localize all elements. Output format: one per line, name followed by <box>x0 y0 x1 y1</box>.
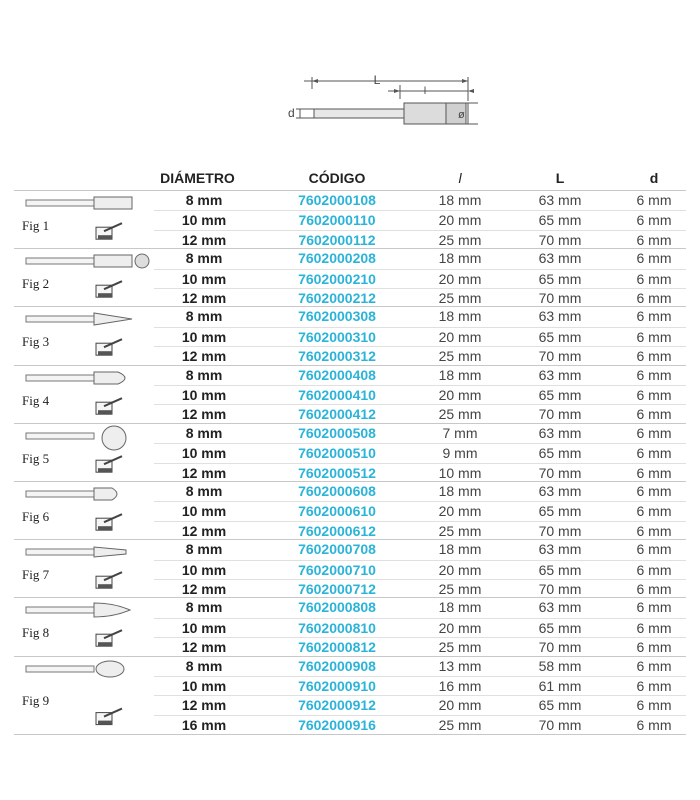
l-cell: 25 mm <box>438 716 482 733</box>
header-d: d <box>649 170 659 186</box>
d-cell: 6 mm <box>636 561 672 578</box>
code-cell: 7602000708 <box>298 541 376 558</box>
code-cell: 7602000412 <box>298 406 376 423</box>
product-group-2 <box>14 248 686 307</box>
table-row <box>154 249 686 268</box>
L-cell: 70 mm <box>538 522 582 539</box>
l-cell: 18 mm <box>438 308 482 325</box>
table-row <box>154 463 686 483</box>
diameter-cell: 10 mm <box>181 328 227 345</box>
table-row <box>154 618 686 638</box>
fig-label: Fig 6 <box>22 509 50 525</box>
l-cell: 16 mm <box>438 677 482 694</box>
code-cell: 7602000916 <box>298 716 376 733</box>
product-group-1 <box>14 190 686 249</box>
table-row <box>154 501 686 521</box>
d-cell: 6 mm <box>636 541 672 558</box>
table-row <box>154 210 686 230</box>
code-cell: 7602000512 <box>298 464 376 481</box>
fig-label: Fig 2 <box>22 276 50 292</box>
d-cell: 6 mm <box>636 716 672 733</box>
d-cell: 6 mm <box>636 386 672 403</box>
code-cell: 7602000610 <box>298 503 376 520</box>
l-cell: 18 mm <box>438 541 482 558</box>
product-group-4 <box>14 365 686 424</box>
code-cell: 7602000310 <box>298 328 376 345</box>
table-row <box>154 443 686 463</box>
diameter-cell: 8 mm <box>185 657 223 674</box>
diameter-cell: 8 mm <box>185 483 223 499</box>
diagram-label-d: d <box>288 106 295 120</box>
fig-label: Fig 5 <box>22 450 50 466</box>
fig-label: Fig 8 <box>22 625 50 641</box>
d-cell: 6 mm <box>636 348 672 365</box>
table-row <box>154 540 686 559</box>
d-cell: 6 mm <box>636 424 672 441</box>
code-cell: 7602000508 <box>298 424 376 441</box>
diameter-cell: 12 mm <box>181 522 227 539</box>
header-code: CÓDIGO <box>308 170 366 186</box>
diameter-cell: 12 mm <box>181 348 227 365</box>
L-cell: 65 mm <box>538 386 582 403</box>
l-cell: 25 mm <box>438 522 482 539</box>
header-diameter: DIÁMETRO <box>160 170 235 186</box>
table-row <box>154 230 686 250</box>
diameter-cell: 12 mm <box>181 580 227 597</box>
diameter-cell: 10 mm <box>181 561 227 578</box>
table-row <box>154 695 686 715</box>
L-cell: 63 mm <box>538 483 582 499</box>
code-cell: 7602000408 <box>298 366 376 383</box>
l-cell: 20 mm <box>438 697 482 714</box>
d-cell: 6 mm <box>636 464 672 481</box>
L-cell: 70 mm <box>538 348 582 365</box>
L-cell: 65 mm <box>538 328 582 345</box>
code-cell: 7602000510 <box>298 445 376 462</box>
l-cell: 25 mm <box>438 231 482 248</box>
code-cell: 7602000908 <box>298 657 376 674</box>
d-cell: 6 mm <box>636 677 672 694</box>
diameter-cell: 10 mm <box>181 270 227 287</box>
product-group-9 <box>14 656 686 736</box>
diameter-cell: 8 mm <box>185 366 223 383</box>
d-cell: 6 mm <box>636 445 672 462</box>
table-row <box>154 482 686 501</box>
diameter-cell: 12 mm <box>181 639 227 656</box>
diameter-cell: 10 mm <box>181 677 227 694</box>
table-row <box>154 579 686 599</box>
L-cell: 65 mm <box>538 212 582 229</box>
product-group-8 <box>14 597 686 656</box>
l-cell: 7 mm <box>442 424 478 441</box>
product-group-7 <box>14 539 686 598</box>
table-row <box>154 598 686 617</box>
l-cell: 20 mm <box>438 503 482 520</box>
fig-label: Fig 3 <box>22 334 50 350</box>
code-cell: 7602000710 <box>298 561 376 578</box>
dimension-diagram <box>270 65 480 135</box>
product-group-3 <box>14 306 686 365</box>
diameter-cell: 12 mm <box>181 697 227 714</box>
l-cell: 18 mm <box>438 250 482 267</box>
diagram-label-l: l <box>423 86 427 97</box>
L-cell: 65 mm <box>538 619 582 636</box>
code-cell: 7602000208 <box>298 250 376 267</box>
diameter-cell: 8 mm <box>185 599 223 616</box>
d-cell: 6 mm <box>636 212 672 229</box>
d-cell: 6 mm <box>636 406 672 423</box>
d-cell: 6 mm <box>636 270 672 287</box>
l-cell: 20 mm <box>438 619 482 636</box>
code-cell: 7602000308 <box>298 308 376 325</box>
l-cell: 18 mm <box>438 599 482 616</box>
table-row <box>154 327 686 347</box>
diameter-cell: 10 mm <box>181 212 227 229</box>
code-cell: 7602000810 <box>298 619 376 636</box>
code-cell: 7602000212 <box>298 289 376 306</box>
table-row <box>154 521 686 541</box>
L-cell: 70 mm <box>538 716 582 733</box>
code-cell: 7602000108 <box>298 192 376 208</box>
l-cell: 10 mm <box>438 464 482 481</box>
L-cell: 65 mm <box>538 270 582 287</box>
d-cell: 6 mm <box>636 192 672 208</box>
code-cell: 7602000210 <box>298 270 376 287</box>
diameter-cell: 10 mm <box>181 503 227 520</box>
d-cell: 6 mm <box>636 619 672 636</box>
header-l: l <box>458 170 462 186</box>
table-row <box>154 637 686 657</box>
L-cell: 65 mm <box>538 503 582 520</box>
l-cell: 25 mm <box>438 348 482 365</box>
L-cell: 70 mm <box>538 580 582 597</box>
code-cell: 7602000910 <box>298 677 376 694</box>
L-cell: 63 mm <box>538 366 582 383</box>
l-cell: 20 mm <box>438 561 482 578</box>
L-cell: 63 mm <box>538 599 582 616</box>
L-cell: 65 mm <box>538 561 582 578</box>
diameter-cell: 12 mm <box>181 406 227 423</box>
code-cell: 7602000612 <box>298 522 376 539</box>
table-row <box>154 676 686 696</box>
table-row <box>154 346 686 366</box>
d-cell: 6 mm <box>636 250 672 267</box>
code-cell: 7602000112 <box>298 231 376 248</box>
l-cell: 25 mm <box>438 580 482 597</box>
code-cell: 7602000912 <box>298 697 376 714</box>
diameter-cell: 10 mm <box>181 386 227 403</box>
l-cell: 20 mm <box>438 270 482 287</box>
code-cell: 7602000812 <box>298 639 376 656</box>
table-row <box>154 404 686 424</box>
l-cell: 25 mm <box>438 639 482 656</box>
d-cell: 6 mm <box>636 639 672 656</box>
diameter-cell: 8 mm <box>185 192 223 208</box>
code-cell: 7602000608 <box>298 483 376 499</box>
product-group-5 <box>14 423 686 482</box>
code-cell: 7602000110 <box>298 212 376 229</box>
d-cell: 6 mm <box>636 328 672 345</box>
code-cell: 7602000312 <box>298 348 376 365</box>
code-cell: 7602000712 <box>298 580 376 597</box>
L-cell: 70 mm <box>538 464 582 481</box>
d-cell: 6 mm <box>636 503 672 520</box>
L-cell: 70 mm <box>538 406 582 423</box>
L-cell: 63 mm <box>538 541 582 558</box>
diameter-cell: 8 mm <box>185 308 223 325</box>
diameter-cell: 8 mm <box>185 424 223 441</box>
table-row <box>154 385 686 405</box>
table-row <box>154 307 686 326</box>
L-cell: 70 mm <box>538 289 582 306</box>
diagram-label-phi: ø <box>458 109 465 121</box>
L-cell: 63 mm <box>538 192 582 208</box>
d-cell: 6 mm <box>636 308 672 325</box>
d-cell: 6 mm <box>636 580 672 597</box>
code-cell: 7602000410 <box>298 386 376 403</box>
diagram-label-L: L <box>373 73 381 87</box>
table-row <box>154 191 686 210</box>
l-cell: 20 mm <box>438 212 482 229</box>
l-cell: 18 mm <box>438 366 482 383</box>
diameter-cell: 8 mm <box>185 541 223 558</box>
L-cell: 65 mm <box>538 697 582 714</box>
L-cell: 58 mm <box>538 657 582 674</box>
d-cell: 6 mm <box>636 231 672 248</box>
fig-label: Fig 4 <box>22 392 50 408</box>
diameter-cell: 16 mm <box>181 716 227 733</box>
table-row <box>154 657 686 676</box>
l-cell: 20 mm <box>438 386 482 403</box>
fig-label: Fig 9 <box>22 693 50 709</box>
L-cell: 61 mm <box>538 677 582 694</box>
l-cell: 13 mm <box>438 657 482 674</box>
d-cell: 6 mm <box>636 289 672 306</box>
code-cell: 7602000808 <box>298 599 376 616</box>
d-cell: 6 mm <box>636 599 672 616</box>
L-cell: 70 mm <box>538 639 582 656</box>
diameter-cell: 12 mm <box>181 289 227 306</box>
table-row <box>154 288 686 308</box>
table-row <box>154 269 686 289</box>
diameter-cell: 12 mm <box>181 231 227 248</box>
d-cell: 6 mm <box>636 483 672 499</box>
l-cell: 20 mm <box>438 328 482 345</box>
l-cell: 9 mm <box>442 445 478 462</box>
L-cell: 65 mm <box>538 445 582 462</box>
diameter-cell: 8 mm <box>185 250 223 267</box>
l-cell: 25 mm <box>438 406 482 423</box>
L-cell: 70 mm <box>538 231 582 248</box>
diameter-cell: 12 mm <box>181 464 227 481</box>
l-cell: 25 mm <box>438 289 482 306</box>
d-cell: 6 mm <box>636 697 672 714</box>
l-cell: 18 mm <box>438 483 482 499</box>
l-cell: 18 mm <box>438 192 482 208</box>
diameter-cell: 10 mm <box>181 619 227 636</box>
fig-label: Fig 1 <box>22 218 50 234</box>
L-cell: 63 mm <box>538 250 582 267</box>
d-cell: 6 mm <box>636 366 672 383</box>
table-row <box>154 366 686 385</box>
diameter-cell: 10 mm <box>181 445 227 462</box>
d-cell: 6 mm <box>636 657 672 674</box>
d-cell: 6 mm <box>636 522 672 539</box>
table-row <box>154 424 686 443</box>
header-L: L <box>555 170 565 186</box>
product-group-6 <box>14 481 686 540</box>
L-cell: 63 mm <box>538 424 582 441</box>
table-row <box>154 560 686 580</box>
table-row <box>154 715 686 735</box>
L-cell: 63 mm <box>538 308 582 325</box>
fig-label: Fig 7 <box>22 567 50 583</box>
